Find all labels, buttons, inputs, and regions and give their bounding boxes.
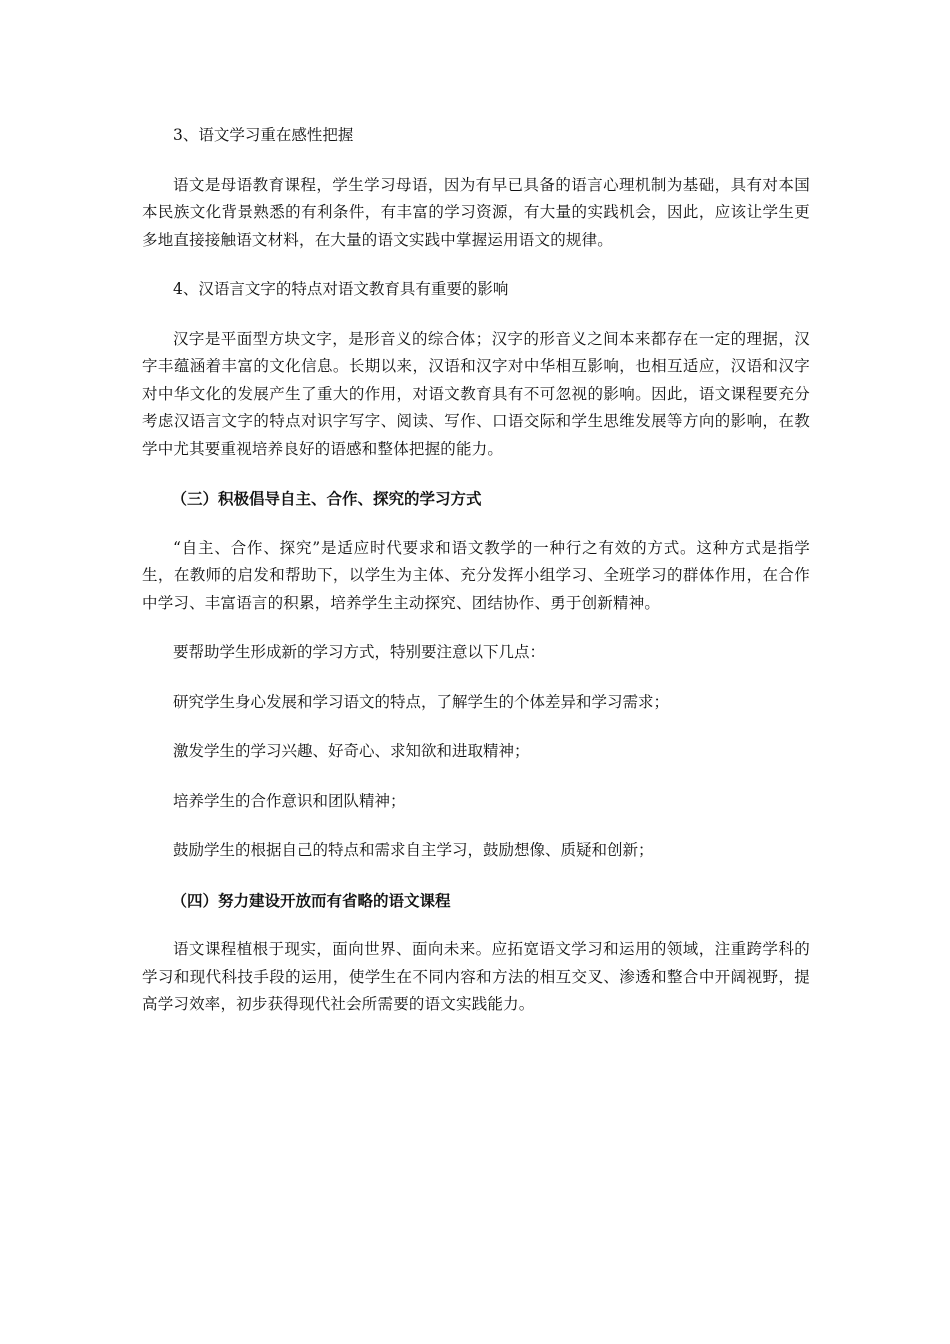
paragraph-open-curriculum: 语文课程植根于现实，面向世界、面向未来。应拓宽语文学习和运用的领域，注重跨学科的学习和现代科技手段的运用，使学生在不同内容和方法的相互交叉、渗透和整合中开阔视野，提高学习效率，初步获得现代社会所需要的语文实践能力。 — [142, 940, 810, 1013]
list-item-encourage: 鼓励学生的根据自己的特点和需求自主学习，鼓励想像、质疑和创新； — [173, 841, 654, 859]
section-heading-4: 4、汉语言文字的特点对语文教育具有重要的影响 — [173, 280, 509, 298]
paragraph-chinese-characters: 汉字是平面型方块文字，是形音义的综合体；汉字的形音义之间本来都存在一定的理据，汉字丰蕴涵着丰富的文化信息。长期以来，汉语和汉字对中华相互影响，也相互适应，汉语和汉字对中华文化的发展产生了重大的作用，对语文教育具有不可忽视的影响。因此，语文课程要充分考虑汉语言文字的特点对识字写字、阅读、写作、口语交际和学生思维发展等方向的影响，在教学中尤其要重视培养良好的语感和整体把握的能力。 — [142, 329, 810, 458]
paragraph-perceptual-grasp: 语文是母语教育课程，学生学习母语，因为有早已具备的语言心理机制为基础，具有对本国本民族文化背景熟悉的有利条件，有丰富的学习资源，有大量的实践机会，因此，应该让学生更多地直接接触语文材料，在大量的语文实践中掌握运用语文的规律。 — [142, 175, 810, 249]
paragraph-learning-mode: “自主、合作、探究”是适应时代要求和语文教学的一种行之有效的方式。这种方式是指学生，在教师的启发和帮助下，以学生为主体、充分发挥小组学习、全班学习的群体作用，在合作中学习、丰富语言的积累，培养学生主动探究、团结协作、勇于创新精神。 — [142, 538, 810, 612]
section-heading-san: （三）积极倡导自主、合作、探究的学习方式 — [171, 489, 482, 508]
list-item-interest: 激发学生的学习兴趣、好奇心、求知欲和进取精神； — [173, 742, 530, 760]
list-intro: 要帮助学生形成新的学习方式，特别要注意以下几点： — [173, 643, 546, 661]
section-heading-3: 3、语文学习重在感性把握 — [173, 126, 354, 144]
document-body — [142, 122, 810, 1041]
list-item-research: 研究学生身心发展和学习语文的特点，了解学生的个体差异和学习需求； — [173, 692, 670, 711]
section-heading-si: （四）努力建设开放而有省略的语文课程 — [171, 890, 451, 910]
list-item-teamwork: 培养学生的合作意识和团队精神； — [173, 791, 406, 810]
